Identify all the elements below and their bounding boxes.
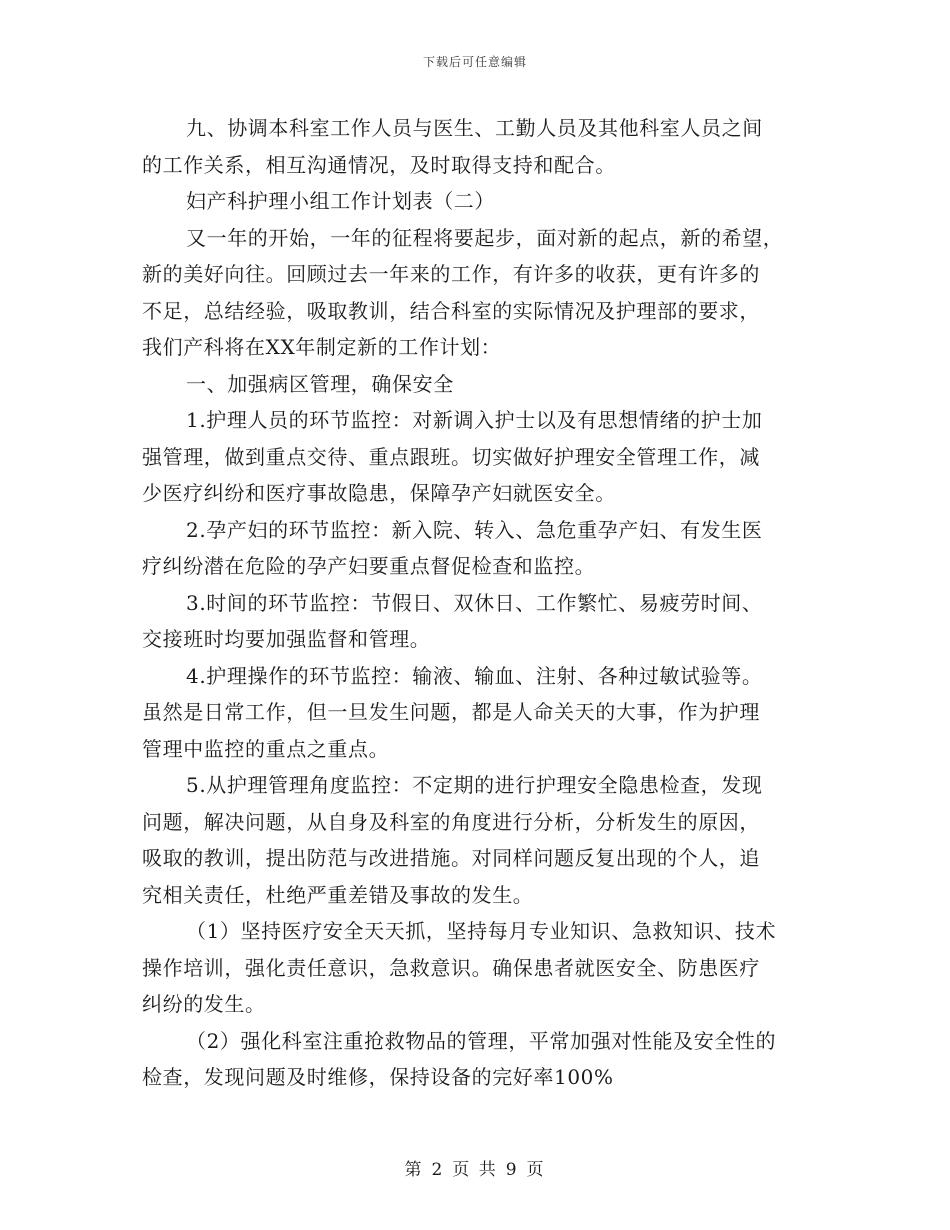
page-header: 下载后可任意编辑 xyxy=(422,55,527,69)
text-line: 究相关责任，杜绝严重差错及事故的发生。 xyxy=(142,882,534,907)
text-line: 的工作关系，相互沟通情况，及时取得支持和配合。 xyxy=(142,152,616,177)
text-line: 强管理，做到重点交待、重点跟班。切实做好护理安全管理工作，减 xyxy=(142,444,760,469)
page-footer xyxy=(0,1155,950,1180)
text-line: 问题，解决问题，从自身及科室的角度进行分析，分析发生的原因， xyxy=(142,809,760,834)
text-line: 不足，总结经验，吸取教训，结合科室的实际情况及护理部的要求， xyxy=(142,298,760,323)
footer-prefix: 第 xyxy=(404,1160,424,1180)
text-line: （2）强化科室注重抢救物品的管理，平常加强对性能及安全性的 xyxy=(186,1028,777,1053)
footer-middle: 页 共 xyxy=(452,1160,498,1180)
text-line: 交接班时均要加强监督和管理。 xyxy=(142,627,431,651)
text-line: 我们产科将在XX年制定新的工作计划： xyxy=(142,335,502,359)
text-line: 操作培训，强化责任意识，急救意识。确保患者就医安全、防患医疗 xyxy=(142,955,760,980)
text-line: 2.孕产妇的环节监控：新入院、转入、急危重孕产妇、有发生医 xyxy=(186,517,763,542)
text-line: 新的美好向往。回顾过去一年来的工作，有许多的收获，更有许多的 xyxy=(142,262,760,286)
footer-suffix: 页 xyxy=(526,1160,546,1180)
text-line: 5.从护理管理角度监控：不定期的进行护理安全隐患检查，发现 xyxy=(186,773,763,797)
text-line: 一、加强病区管理，确保安全 xyxy=(186,371,454,396)
text-line: 3.时间的环节监控：节假日、双休日、工作繁忙、易疲劳时间、 xyxy=(186,590,763,615)
text-line: 疗纠纷潜在危险的孕产妇要重点督促检查和监控。 xyxy=(142,554,596,578)
text-line: 妇产科护理小组工作计划表（二） xyxy=(186,189,495,213)
text-line: 纠纷的发生。 xyxy=(142,992,266,1016)
footer-page-number: 2 xyxy=(431,1160,445,1180)
text-line: 4.护理操作的环节监控：输液、输血、注射、各种过敏试验等。 xyxy=(186,663,763,688)
text-line: 少医疗纠纷和医疗事故隐患，保障孕产妇就医安全。 xyxy=(142,481,616,505)
text-line: 检查，发现问题及时维修，保持设备的完好率100% xyxy=(142,1065,614,1089)
footer-total-pages: 9 xyxy=(505,1160,519,1180)
text-line: （1）坚持医疗安全天天抓，坚持每月专业知识、急救知识、技术 xyxy=(186,919,777,943)
text-line: 虽然是日常工作，但一旦发生问题，都是人命关天的大事，作为护理 xyxy=(142,700,760,724)
text-line: 吸取的教训，提出防范与改进措施。对同样问题反复出现的个人，追 xyxy=(142,846,760,870)
text-line: 管理中监控的重点之重点。 xyxy=(142,736,390,761)
text-line: 九、协调本科室工作人员与医生、工勤人员及其他科室人员之间 xyxy=(186,116,763,140)
document-body xyxy=(142,110,807,1096)
text-line: 又一年的开始，一年的征程将要起步，面对新的起点，新的希望， xyxy=(186,225,784,250)
text-line: 1.护理人员的环节监控：对新调入护士以及有思想情绪的护士加 xyxy=(186,408,763,432)
